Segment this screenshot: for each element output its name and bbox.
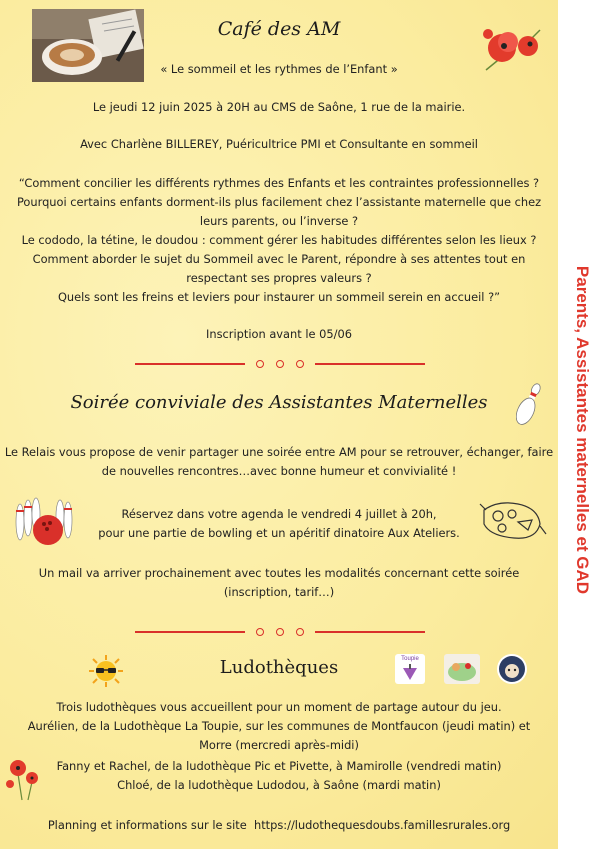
soiree-mail-line: Un mail va arriver prochainement avec toutes les modalités concernant cette soirée [38,566,520,580]
section-divider [135,627,425,637]
ludo-line: Aurélien, de la Ludothèque La Toupie, sur les communes de Montfaucon (jeudi matin) et [27,719,531,733]
cafe-question-line: respectant ses propres valeurs ? [186,271,372,285]
cafe-question-line: leurs parents, ou l’inverse ? [199,214,359,228]
cafe-inscription: Inscription avant le 05/06 [206,327,352,341]
poppies-small-icon [4,752,44,802]
planning-line [0,816,558,835]
planning-label: Planning et informations sur le site [47,818,247,832]
sun-sunglasses-icon [88,654,124,688]
toupie-logo-text: Toupie [401,656,419,662]
soiree-mail-line: (inscription, tarif…) [223,585,335,599]
ludo-line: Morre (mercredi après-midi) [199,738,359,752]
cafe-question-line: Pourquoi certains enfants dorment-ils plus facilement chez l’assistante maternelle que chez [16,195,542,209]
ludo-line: Chloé, de la ludothèque Ludodou, à Saône (mardi matin) [117,778,441,792]
cafe-speaker: Avec Charlène BILLEREY, Puéricultrice PMI et Consultante en sommeil [80,137,478,151]
toupie-logo [395,654,425,684]
cafe-title: Café des AM [217,18,341,40]
ludo-title: Ludothèques [219,657,339,678]
cafe-subtitle: « Le sommeil et les rythmes de l’Enfant » [160,62,398,76]
ludo-line: Trois ludothèques vous accueillent pour un moment de partage autour du jeu. [56,700,502,714]
soiree-agenda-line: pour une partie de bowling et un apéritif dinatoire Aux Ateliers. [98,526,460,540]
sidebar-vertical-title: Parents, Assistantes maternelles et GAD [573,265,592,595]
planning-link[interactable]: https://ludothequesdoubs.famillesrurales.org [253,818,511,832]
ludo-line: Fanny et Rachel, de la ludothèque Pic et Pivette, à Mamirolle (vendredi matin) [56,759,502,773]
ludodou-logo [497,654,527,684]
bowling-pin-icon [516,380,542,428]
cafe-question-line: Le cododo, la tétine, le doudou : comment gérer les habitudes différentes selon les lieux ? [21,233,537,247]
section-divider [135,359,425,369]
cafe-question-line: Comment aborder le sujet du Sommeil avec le Parent, répondre à ses attentes tout en [32,252,526,266]
soiree-agenda-line: Réservez dans votre agenda le vendredi 4 juillet à 20h, [121,507,437,521]
cafe-question-line: Quels sont les freins et leviers pour instaurer un sommeil serein en accueil ?” [57,290,501,304]
soiree-intro-line: de nouvelles rencontres…avec bonne humeur et convivialité ! [101,464,457,478]
pic-et-pivette-logo [444,654,480,684]
cafe-question-line: “Comment concilier les différents rythmes des Enfants et les contraintes professionnelles ? [18,176,540,190]
soiree-intro-line: Le Relais vous propose de venir partager une soirée entre AM pour se retrouver, échanger, faire [4,445,554,459]
soiree-title: Soirée conviviale des Assistantes Maternelles [70,392,488,413]
cafe-date-line: Le jeudi 12 juin 2025 à 20H au CMS de Saône, 1 rue de la mairie. [92,100,466,114]
